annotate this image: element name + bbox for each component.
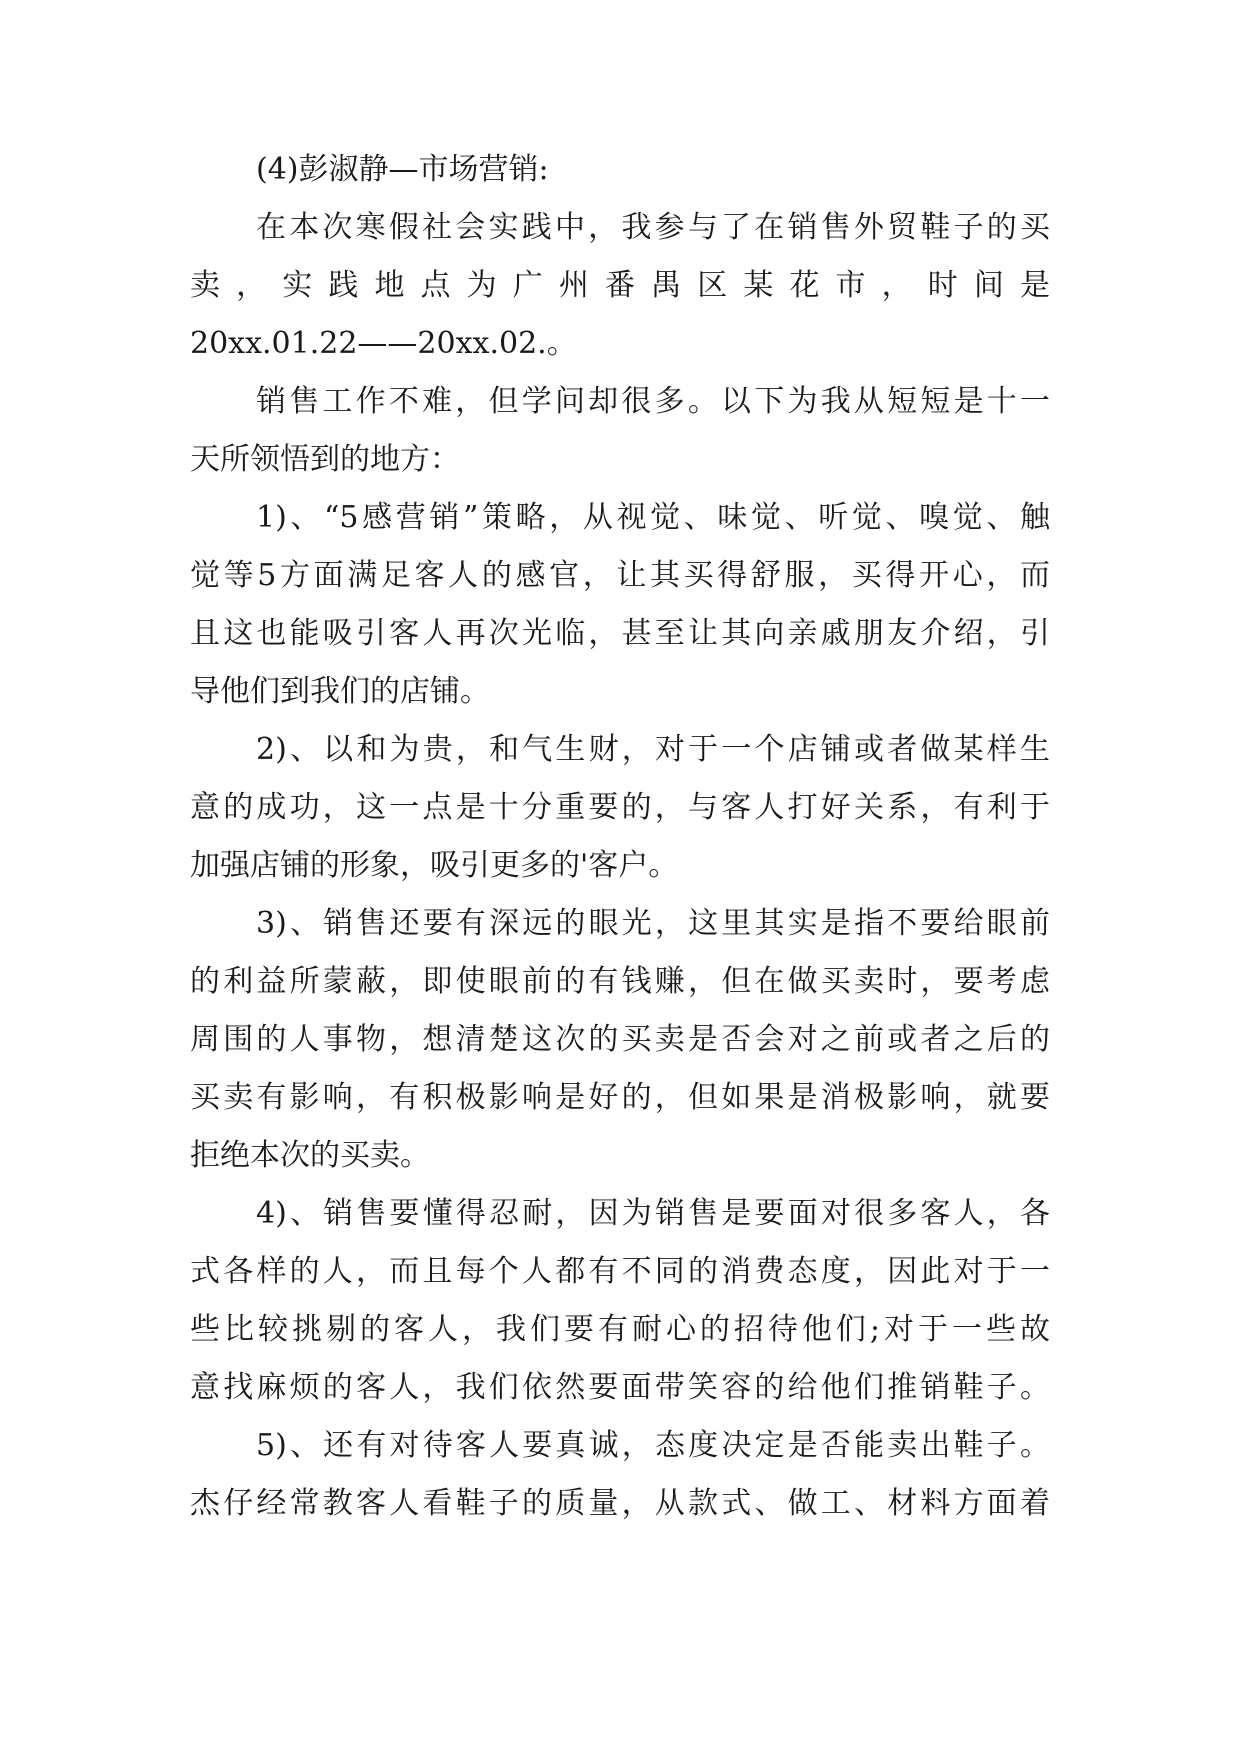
paragraph-line: 1)、“5感营销”策略，从视觉、味觉、听觉、嗅觉、触	[256, 500, 1050, 535]
paragraph-line: 周围的人事物，想清楚这次的买卖是否会对之前或者之后的	[190, 1022, 1050, 1057]
paragraph-line: 在本次寒假社会实践中，我参与了在销售外贸鞋子的买	[256, 210, 1050, 245]
paragraph-line: 加强店铺的形象，吸引更多的'客户。	[190, 848, 679, 883]
paragraph-line: 杰仔经常教客人看鞋子的质量，从款式、做工、材料方面着	[190, 1486, 1050, 1521]
paragraph-line: 天所领悟到的地方：	[190, 442, 460, 477]
paragraph-line: 觉等5方面满足客人的感官，让其买得舒服，买得开心，而	[190, 558, 1050, 593]
section-heading: (4)彭淑静—市场营销:	[256, 152, 549, 187]
paragraph-line: 买卖有影响，有积极影响是好的，但如果是消极影响，就要	[190, 1080, 1050, 1115]
paragraph-line: 意找麻烦的客人，我们依然要面带笑容的给他们推销鞋子。	[190, 1370, 1050, 1405]
paragraph-line: 3)、销售还要有深远的眼光，这里其实是指不要给眼前	[256, 906, 1050, 941]
paragraph-line: 20xx.01.22——20xx.02.。	[190, 326, 577, 361]
paragraph-line: 些比较挑剔的客人，我们要有耐心的招待他们;对于一些故	[190, 1312, 1050, 1347]
paragraph-line: 意的成功，这一点是十分重要的，与客人打好关系，有利于	[190, 790, 1050, 825]
paragraph-line: 导他们到我们的店铺。	[190, 674, 490, 709]
paragraph-line: 卖，实践地点为广州番禺区某花市，时间是	[190, 268, 1050, 303]
paragraph-line: 拒绝本次的买卖。	[190, 1138, 430, 1173]
paragraph-line: 2)、以和为贵，和气生财，对于一个店铺或者做某样生	[256, 732, 1050, 767]
paragraph-line: 5)、还有对待客人要真诚，态度决定是否能卖出鞋子。	[256, 1428, 1050, 1463]
paragraph-line: 且这也能吸引客人再次光临，甚至让其向亲戚朋友介绍，引	[190, 616, 1050, 651]
paragraph-line: 式各样的人，而且每个人都有不同的消费态度，因此对于一	[190, 1254, 1050, 1289]
paragraph-line: 销售工作不难，但学问却很多。以下为我从短短是十一	[256, 384, 1050, 419]
paragraph-line: 的利益所蒙蔽，即使眼前的有钱赚，但在做买卖时，要考虑	[190, 964, 1050, 999]
paragraph-line: 4)、销售要懂得忍耐，因为销售是要面对很多客人，各	[256, 1196, 1050, 1231]
